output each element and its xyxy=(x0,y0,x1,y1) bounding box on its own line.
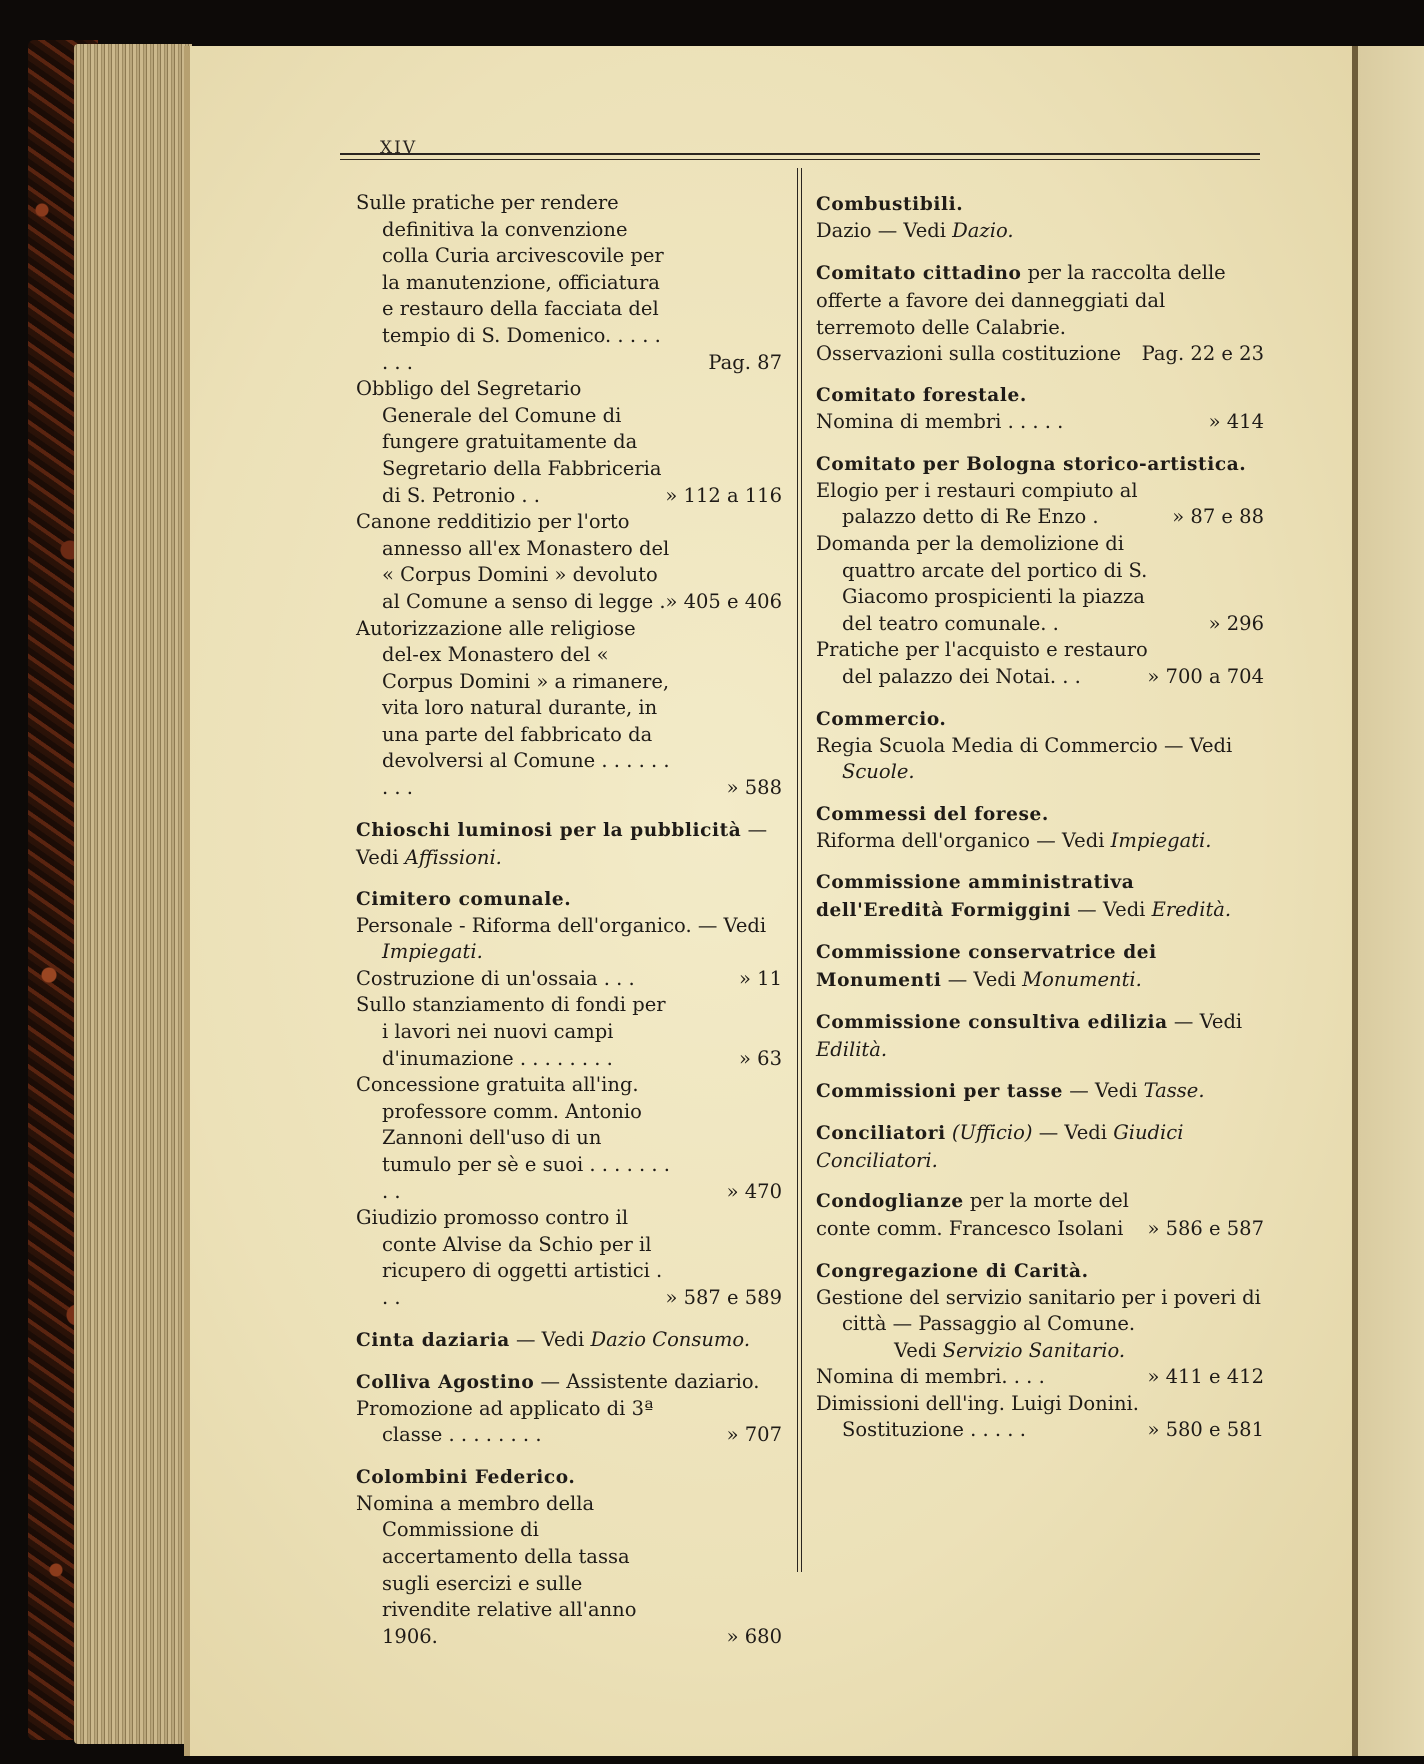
entry-heading: Chioschi luminosi per la pubblicità xyxy=(356,819,742,841)
sub-entry: Giudizio promosso contro il conte Alvise da Schio per il ricupero di oggetti artistici . . . » 587 e 589 xyxy=(356,1205,782,1311)
index-entry xyxy=(816,800,1264,855)
page-reference: » 411 e 412 xyxy=(1147,1365,1264,1389)
cross-reference: Scuole. xyxy=(842,760,915,784)
page-reference: Pag. 87 xyxy=(708,350,782,374)
page-reference: » 11 xyxy=(739,966,782,990)
page-reference: » 63 xyxy=(739,1046,782,1070)
page-reference: » 405 e 406 xyxy=(665,589,782,613)
cross-reference: Eredità. xyxy=(1151,898,1232,922)
index-entry: Commissione amministrativa dell'Eredità Formiggini — Vedi Eredità. xyxy=(816,872,1232,922)
sub-entry: Nomina di membri . . . . . » 414 xyxy=(816,409,1264,436)
cross-reference: Affissioni. xyxy=(404,845,502,869)
index-entry xyxy=(816,1188,1264,1242)
sub-entry: Canone redditizio per l'orto annesso all'ex Monastero del « Corpus Domini » devoluto al Comune a senso di legge . » 405 e 406 xyxy=(356,509,782,615)
entry-heading: Comitato per Bologna storico-artistica. xyxy=(816,453,1247,475)
page-reference: » 587 e 589 xyxy=(665,1285,782,1309)
entry-heading: Colliva Agostino xyxy=(356,1371,535,1393)
index-entry: Comitato cittadino per la raccolta delle offerte a favore dei danneggiati dal terremoto delle Calabrie. Osservazioni sulla costituzione Pag. 22 e 23 xyxy=(816,259,1264,368)
cross-reference: Dazio Consumo. xyxy=(590,1327,751,1351)
cross-reference: Edilità. xyxy=(816,1038,888,1062)
entry-heading: Commissione conservatrice dei Monumenti xyxy=(816,942,1157,992)
sub-entry: Autorizzazione alle religiose del-ex Monastero del « Corpus Domini » a rimanere, vita loro natural durante, in una parte del fabbricato da devolversi al Comune . . . . . . . . . » 588 xyxy=(356,616,782,802)
page-reference: » 470 xyxy=(726,1179,782,1203)
page-reference: » 414 xyxy=(1208,410,1264,434)
sub-entry: Sullo stanziamento di fondi per i lavori nei nuovi campi d'inumazione . . . . . . . . » 63 xyxy=(356,992,782,1072)
page-reference: » 707 xyxy=(726,1423,782,1447)
page-edges xyxy=(74,44,192,1744)
entry-heading: Commissione amministrativa dell'Eredità Formiggini xyxy=(816,872,1135,922)
sub-entry: Promozione ad applicato di 3ª classe . . . . . . . . » 707 xyxy=(356,1396,782,1449)
index-entry: Chioschi luminosi per la pubblicità — Vedi Affissioni. xyxy=(356,817,768,869)
index-entry xyxy=(356,1463,782,1651)
cross-reference: Dazio. xyxy=(952,219,1014,242)
index-entry: Colliva Agostino — Assistente daziario. Promozione ad applicato di 3ª classe . . . . . . . . » 707 xyxy=(356,1368,782,1449)
index-entry: Commissione consultiva edilizia — Vedi Edilità. xyxy=(816,1010,1243,1062)
entry-heading: Comitato cittadino xyxy=(816,262,1022,284)
index-entry xyxy=(816,190,1264,245)
index-entry xyxy=(356,190,782,802)
sub-entry: Condoglianze per la morte del conte comm. Francesco Isolani » 586 e 587 xyxy=(816,1188,1264,1242)
sub-entry: Dimissioni dell'ing. Luigi Donini. Sostituzione . . . . . » 580 e 581 xyxy=(816,1391,1264,1444)
right-index-column xyxy=(816,190,1264,1458)
page-reference: » 680 xyxy=(726,1624,782,1648)
entry-heading: Commissioni per tasse xyxy=(816,1081,1063,1103)
sub-entry: Elogio per i restauri compiuto al palazzo detto di Re Enzo . » 87 e 88 xyxy=(816,478,1264,531)
page-reference: » 700 a 704 xyxy=(1147,664,1264,688)
sub-entry: Nomina di membri. . . . » 411 e 412 xyxy=(816,1364,1264,1391)
index-entry xyxy=(816,450,1264,691)
sub-entry: Regia Scuola Media di Commercio — Vedi Scuole. xyxy=(816,733,1233,784)
entry-heading: Condoglianze xyxy=(816,1191,964,1213)
index-entry: Commissioni per tasse — Vedi Tasse. xyxy=(816,1079,1205,1103)
page-reference: » 580 e 581 xyxy=(1147,1418,1264,1442)
index-entry: Cinta daziaria — Vedi Dazio Consumo. xyxy=(356,1327,751,1351)
entry-heading: Commissione consultiva edilizia xyxy=(816,1012,1168,1034)
cross-reference: Impiegati. xyxy=(382,940,483,964)
index-entry xyxy=(816,1257,1264,1445)
page-reference: » 588 xyxy=(726,776,782,800)
index-entry: Commissione conservatrice dei Monumenti — Vedi Monumenti. xyxy=(816,942,1157,992)
entry-heading: Congregazione di Carità. xyxy=(816,1260,1089,1282)
cross-reference: Tasse. xyxy=(1143,1079,1205,1103)
page-reference: » 112 a 116 xyxy=(665,483,782,507)
index-entry xyxy=(816,705,1264,786)
next-page-edge xyxy=(1352,46,1424,1756)
cross-reference: Giudici Conciliatori. xyxy=(816,1121,1184,1173)
sub-entry: Costruzione di un'ossaia . . . » 11 xyxy=(356,966,782,993)
cross-reference: Impiegati. xyxy=(1110,828,1212,852)
sub-entry: Domanda per la demolizione di quattro arcate del portico di S. Giacomo prospicienti la piazza del teatro comunale. . » 296 xyxy=(816,531,1264,637)
cross-reference: Monumenti. xyxy=(1022,968,1142,992)
page-number: XIV xyxy=(380,138,418,158)
entry-heading: Commercio. xyxy=(816,708,947,730)
page-reference: » 87 e 88 xyxy=(1172,505,1264,529)
sub-entry: Concessione gratuita all'ing. professore comm. Antonio Zannoni dell'uso di un tumulo per sè e suoi . . . . . . . . . » 470 xyxy=(356,1072,782,1205)
sub-entry: Gestione del servizio sanitario per i poveri di città — Passaggio al Comune. xyxy=(816,1285,1261,1336)
sub-entry: Osservazioni sulla costituzione Pag. 22 e 23 xyxy=(816,341,1264,368)
index-entry xyxy=(816,381,1264,436)
entry-heading: Comitato forestale. xyxy=(816,385,1027,407)
see-also-line: Vedi Servizio Sanitario. xyxy=(894,1338,1126,1362)
entry-heading: Commessi del forese. xyxy=(816,803,1049,825)
sub-entry: Riforma dell'organico — Vedi Impiegati. xyxy=(816,828,1212,852)
sub-entry: Dazio — Vedi Dazio. xyxy=(816,219,1014,242)
entry-heading: Combustibili. xyxy=(816,194,964,215)
column-divider xyxy=(797,168,802,1572)
left-index-column xyxy=(356,190,782,1664)
entry-heading: Conciliatori xyxy=(816,1123,946,1145)
cross-reference: Servizio Sanitario. xyxy=(942,1338,1126,1362)
sub-entry: Personale - Riforma dell'organico. — Vedi Impiegati. xyxy=(356,913,767,964)
sub-entry: Nomina a membro della Commissione di accertamento della tassa sugli esercizi e sulle rivendite relative all'anno 1906. » 680 xyxy=(356,1491,782,1651)
page-reference: » 296 xyxy=(1208,611,1264,635)
sub-entry: Obbligo del Segretario Generale del Comune di fungere gratuitamente da Segretario della Fabbriceria di S. Petronio . . » 112 a 116 xyxy=(356,376,782,509)
index-entry: Conciliatori (Ufficio) — Vedi Giudici Conciliatori. xyxy=(816,1121,1184,1173)
sub-entry: Sulle pratiche per rendere definitiva la convenzione colla Curia arcivescovile per la manutenzione, officiatura e restauro della facciata del tempio di S. Domenico. . . . . . . . Pag. 87 xyxy=(356,190,782,376)
entry-heading: Cinta daziaria xyxy=(356,1329,510,1351)
page-reference: Pag. 22 e 23 xyxy=(1141,341,1264,365)
header-rule xyxy=(340,153,1260,160)
entry-heading: Colombini Federico. xyxy=(356,1466,576,1488)
index-entry xyxy=(356,885,782,1312)
sub-entry: Pratiche per l'acquisto e restauro del palazzo dei Notai. . . » 700 a 704 xyxy=(816,637,1264,690)
page-reference: » 586 e 587 xyxy=(1147,1216,1264,1240)
entry-heading: Cimitero comunale. xyxy=(356,888,572,910)
